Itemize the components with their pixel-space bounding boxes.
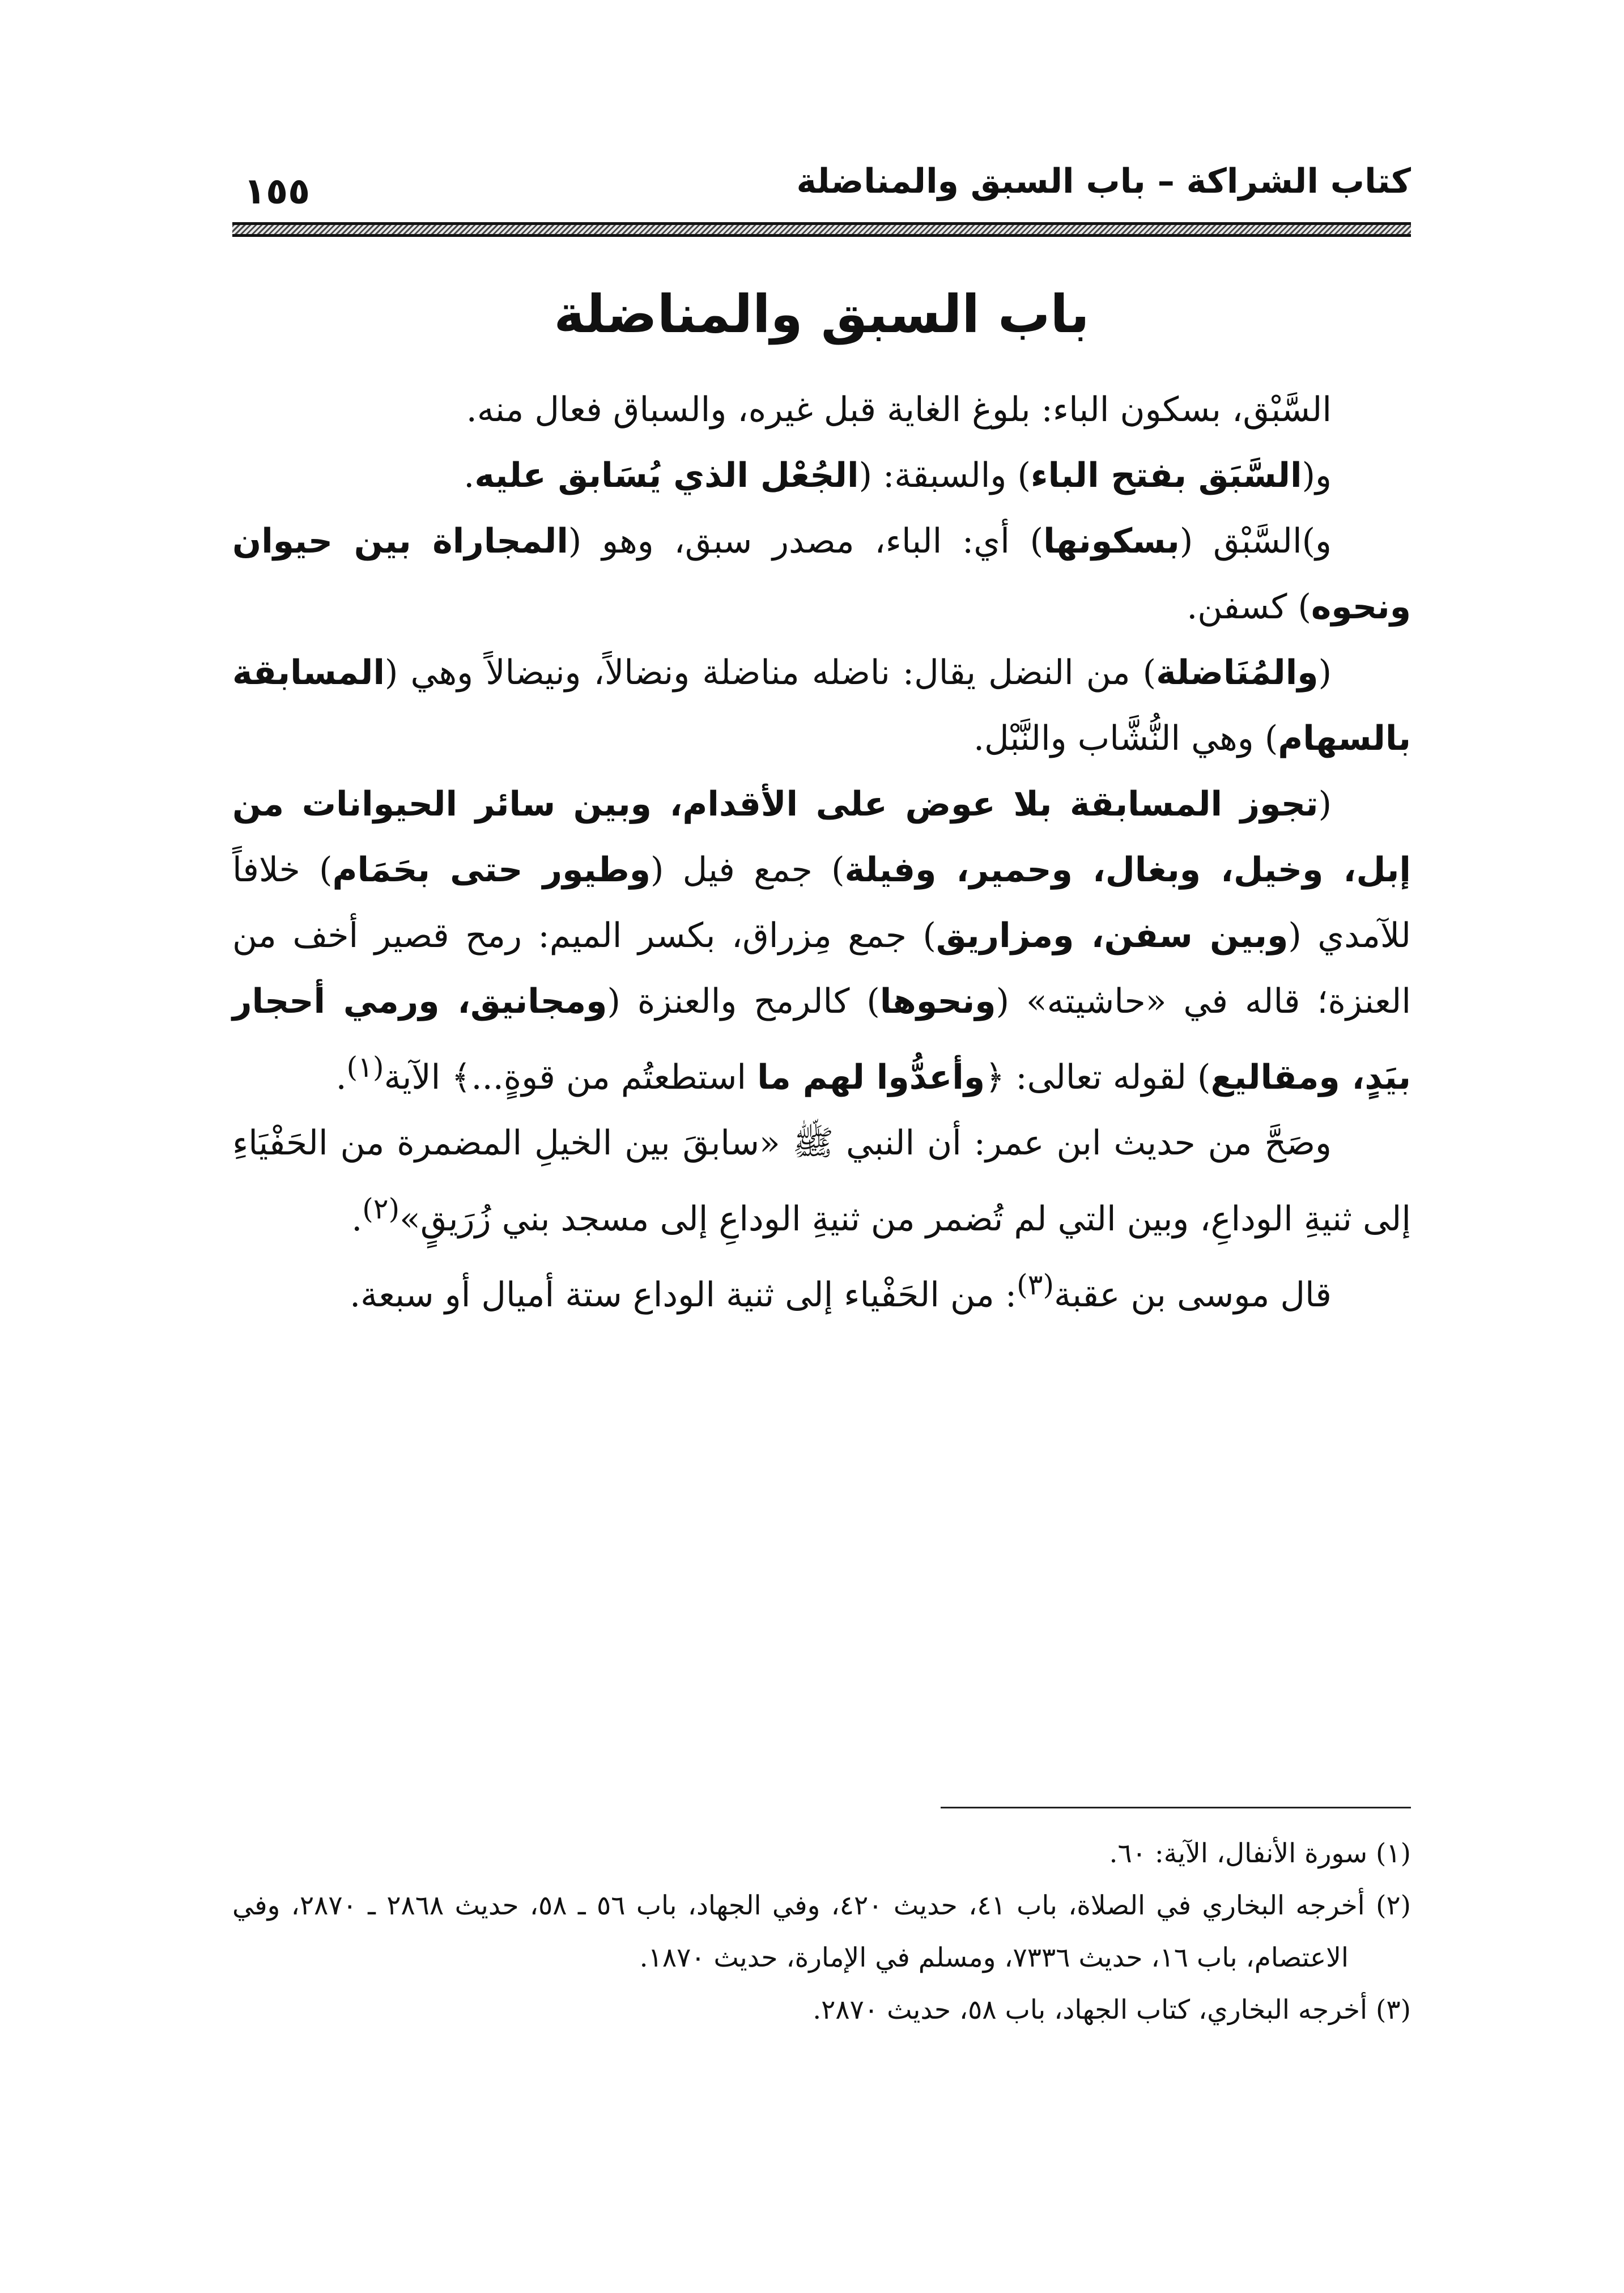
text-run: . — [464, 456, 475, 495]
footnote-ref-3[interactable]: (٣) — [1017, 1268, 1054, 1301]
chapter-title: باب السبق والمناضلة — [554, 284, 1090, 345]
text-run: ( — [1318, 653, 1332, 693]
bold-run: وبين سفن، ومزاريق — [936, 916, 1289, 956]
text-run: : من الحَفْياء إلى ثنية الوداع ستة أميال أو سبعة. — [350, 1275, 1017, 1315]
text-run: استطعتُم من قوةٍ...﴾ الآية — [384, 1058, 758, 1097]
page-header — [232, 159, 1411, 227]
paragraph-6 — [232, 1110, 1411, 1252]
text-run: ) كالرمح والعنزة ( — [607, 982, 880, 1021]
bold-run: ومجانيق، ورمي أحجار بيَدٍ، ومقاليع — [232, 982, 1411, 1097]
text-run: ) من النضل يقال: ناضله مناضلة ونضالاً، ونيضالاً وهي ( — [385, 653, 1157, 693]
footnote-2: (٢) أخرجه البخاري في الصلاة، باب ٤١، حديث ٤٢٠، وفي الجهاد، باب ٥٦ ـ ٥٨، حديث ٢٨٦٨ ـ ٢٨٧٠، وفي الاعتصام، باب ١٦، حديث ٧٣٣٦، ومسلم في الإمارة، حديث ١٨٧٠. — [232, 1890, 1411, 1973]
text-run: و)السَّبْق ( — [1179, 521, 1332, 561]
text-run: و( — [1302, 456, 1332, 495]
footnote-3: (٣) أخرجه البخاري، كتاب الجهاد، باب ٥٨، حديث ٢٨٧٠. — [813, 1994, 1411, 2026]
running-title: كتاب الشراكة – باب السبق والمناضلة — [796, 162, 1411, 201]
bold-run: المسابقة بالسهام — [232, 653, 1411, 758]
text-run: . — [351, 1199, 363, 1239]
bold-run: والمُنَاضلة — [1156, 653, 1319, 693]
header-rule — [232, 222, 1411, 237]
body-text — [232, 377, 1411, 1328]
footnote-separator — [941, 1807, 1411, 1808]
footnote-ref-2[interactable]: (٢) — [362, 1192, 400, 1225]
paragraph-3 — [232, 508, 1411, 640]
text-run: ) أي: الباء، مصدر سبق، وهو ( — [568, 521, 1044, 561]
paragraph-2 — [232, 443, 1411, 508]
bold-run: بسكونها — [1043, 521, 1180, 561]
quran-quote: وأعدُّوا لهم ما — [757, 1058, 985, 1097]
paragraph-4 — [232, 640, 1411, 771]
bold-run: تجوز المسابقة بلا عوض على الأقدام، وبين سائر الحيوانات من إبل، وخيل، وبغال، وحمير، وفيلة — [232, 784, 1411, 890]
text-run: ( — [1318, 784, 1332, 824]
text-run: ) وهي النُّشَّاب والنَّبْل. — [973, 719, 1278, 758]
text-run: ) جمع فيل ( — [651, 850, 845, 890]
bold-run: المجاراة بين حيوان ونحوه — [232, 521, 1411, 627]
paragraph-5 — [232, 771, 1411, 1110]
bold-run: ونحوها — [879, 982, 996, 1021]
footnotes — [232, 1828, 1411, 2036]
paragraph-1: السَّبْق، بسكون الباء: بلوغ الغاية قبل غيره، والسباق فعال منه. — [466, 390, 1332, 430]
text-run: ) لقوله تعالى: ﴿ — [985, 1058, 1211, 1097]
footnote-1: (١) سورة الأنفال، الآية: ٦٠. — [1109, 1838, 1411, 1869]
text-run: ) كسفن. — [1187, 587, 1311, 627]
text-run: ) خلافاً للآمدي ( — [232, 850, 1411, 956]
page-number: ١٥٥ — [244, 171, 311, 213]
text-run: قال موسى بن عقبة — [1054, 1275, 1332, 1315]
paragraph-7 — [232, 1252, 1411, 1328]
bold-run: وطيور حتى بحَمَام — [332, 850, 651, 890]
text-run: ) جمع مِزراق، بكسر الميم: رمح قصير أخف من العنزة؛ قاله في «حاشيته» ( — [232, 916, 1412, 1021]
text-run: وصَحَّ من حديث ابن عمر: أن النبي ﷺ «سابقَ بين الخيلِ المضمرة من الحَفْيَاءِ إلى ثنيةِ الوداعِ، وبين التي لم تُضمر من ثنيةِ الوداعِ إلى مسجد بني زُرَيقٍ» — [232, 1123, 1411, 1239]
text-run: ) والسبقة: ( — [858, 456, 1031, 495]
bold-run: السَّبَق بفتح الباء — [1030, 456, 1302, 495]
text-run: . — [335, 1058, 347, 1097]
bold-run: الجُعْل الذي يُسَابق عليه — [474, 456, 859, 495]
footnote-ref-1[interactable]: (١) — [346, 1051, 384, 1084]
